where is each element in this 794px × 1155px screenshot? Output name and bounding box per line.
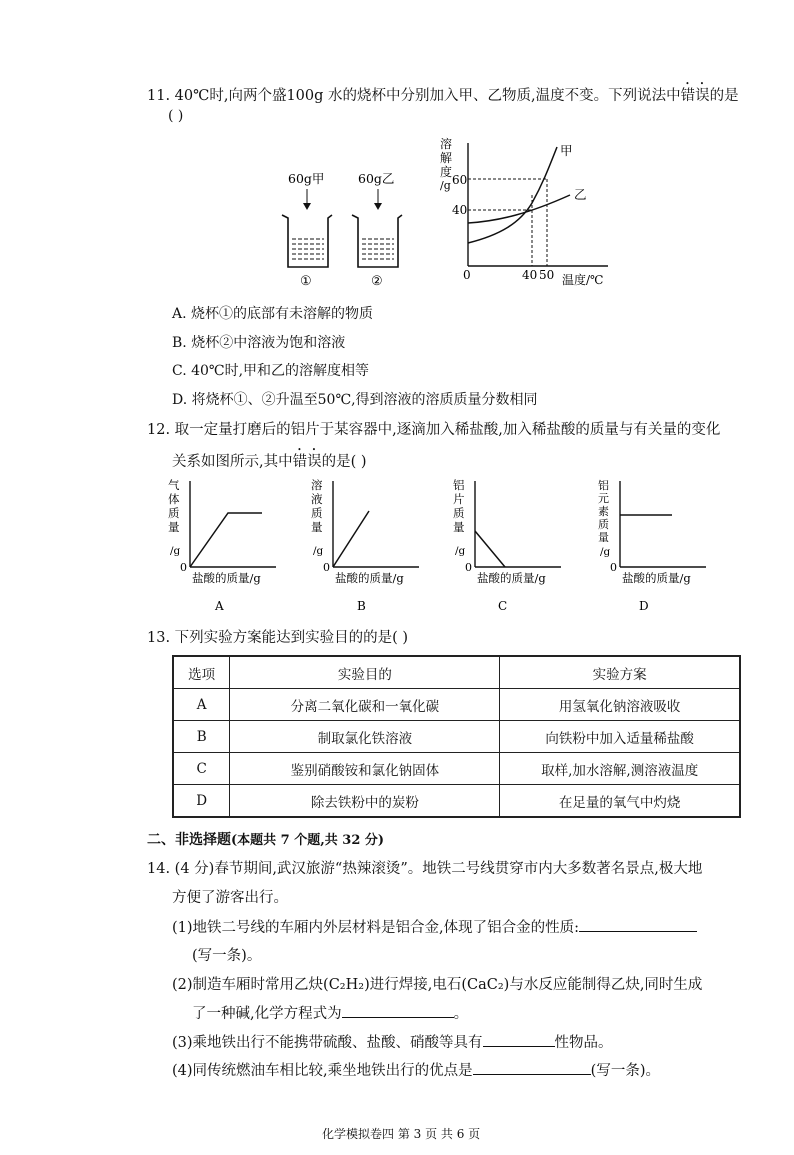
beaker1-number: ①: [300, 274, 312, 289]
q11-stem: 11. 40℃时,向两个盛100g 水的烧杯中分别加入甲、乙物质,温度不变。下列说法中错误的是: [147, 88, 739, 104]
solubility-y-unit: /g: [440, 179, 451, 192]
answer-blank-2[interactable]: [342, 1003, 454, 1018]
q14-part1: (1)地铁二号线的车厢内外层材料是铝合金,体现了铝合金的性质:: [172, 916, 697, 937]
q11-option-b: B. 烧杯②中溶液为饱和溶液: [172, 335, 346, 351]
answer-blank-3[interactable]: [483, 1032, 555, 1047]
svg-text:解: 解: [440, 151, 453, 165]
svg-text:量: 量: [453, 520, 465, 534]
svg-text:铝: 铝: [598, 479, 609, 492]
svg-text:/g: /g: [600, 546, 611, 558]
formula-cac2: CaC₂: [467, 977, 504, 993]
series-label-yi: 乙: [574, 187, 587, 202]
svg-text:铝: 铝: [453, 478, 465, 492]
table-row: A 分离二氧化碳和一氧化碳 用氢氧化钠溶液吸收: [173, 689, 740, 721]
table-row: D 除去铁粉中的炭粉 在足量的氧气中灼烧: [173, 785, 740, 818]
svg-text:量: 量: [598, 531, 609, 544]
x-tick-40: 40: [522, 268, 538, 282]
beaker2-label: 60g乙: [358, 171, 395, 186]
table-header-row: [173, 656, 740, 689]
q11-beakers-figure: [270, 165, 420, 290]
q14-stem-line2: 方便了游客出行。: [172, 890, 288, 906]
svg-text:液: 液: [311, 492, 323, 506]
q14-part1-suffix: (写一条)。: [192, 948, 262, 964]
q12-stem-line1: 12. 取一定量打磨后的铝片于某容器中,逐滴加入稀盐酸,加入稀盐酸的质量与有关量的变化: [147, 422, 721, 438]
q11-option-d: D. 将烧杯①、②升温至50℃,得到溶液的溶质质量分数相同: [172, 392, 538, 408]
series-label-jia: 甲: [560, 143, 573, 158]
table-row: C 鉴别硝酸铵和氯化钠固体 取样,加水溶解,测溶液温度: [173, 753, 740, 785]
svg-text:盐酸的质量/g: 盐酸的质量/g: [335, 571, 404, 585]
q11-answer-paren: ( ): [168, 108, 184, 124]
svg-text:质: 质: [168, 506, 180, 520]
graph-c-line: [475, 531, 505, 567]
q13-stem: 13. 下列实验方案能达到实验目的的是( ): [147, 630, 409, 646]
svg-text:0: 0: [323, 561, 330, 574]
graph-b-letter: B: [357, 599, 366, 613]
answer-blank-1[interactable]: [579, 917, 697, 932]
answer-blank-4[interactable]: [473, 1060, 591, 1075]
q14-part4: (4)同传统燃油车相比较,乘坐地铁出行的优点是 (写一条)。: [172, 1059, 660, 1080]
q13-experiment-table: [172, 655, 741, 818]
svg-text:盐酸的质量/g: 盐酸的质量/g: [622, 571, 691, 585]
beaker2-number: ②: [371, 274, 383, 289]
formula-c2h2: C₂H₂: [328, 977, 365, 993]
header-purpose: 实验目的: [230, 656, 500, 689]
svg-text:气: 气: [168, 478, 180, 492]
q12-graph-a: [162, 475, 280, 615]
x-axis-label: 温度/℃: [562, 273, 604, 287]
q14-part2-line2: 了一种碱,化学方程式为 。: [192, 1002, 468, 1023]
beaker-2: [352, 215, 402, 267]
svg-text:质: 质: [598, 518, 609, 531]
svg-text:体: 体: [168, 492, 180, 506]
q11-option-a: A. 烧杯①的底部有未溶解的物质: [172, 306, 374, 322]
svg-text:盐酸的质量/g: 盐酸的质量/g: [477, 571, 546, 585]
graph-d-letter: D: [639, 599, 649, 613]
svg-text:/g: /g: [313, 545, 324, 557]
svg-text:溶: 溶: [311, 478, 323, 492]
y-tick-40: 40: [452, 203, 468, 217]
svg-text:度: 度: [440, 165, 453, 179]
svg-text:盐酸的质量/g: 盐酸的质量/g: [192, 571, 261, 585]
graph-c-letter: C: [498, 599, 508, 613]
svg-text:溶: 溶: [440, 137, 453, 151]
svg-text:元: 元: [598, 492, 609, 505]
svg-text:0: 0: [465, 561, 472, 574]
x-tick-50: 50: [539, 268, 555, 282]
section-2-heading: 二、非选择题(本题共 7 个题,共 32 分): [147, 832, 385, 848]
graph-a-letter: A: [215, 599, 224, 613]
y-tick-60: 60: [452, 173, 468, 187]
q14-stem-line1: 14. (4 分)春节期间,武汉旅游“热辣滚烫”。地铁二号线贯穿市内大多数著名景点,极大地: [147, 861, 703, 877]
origin-label: 0: [463, 268, 471, 282]
q12-graph-d: [592, 475, 710, 615]
curve-jia: [468, 147, 557, 243]
table-row: B 制取氯化铁溶液 向铁粉中加入适量稀盐酸: [173, 721, 740, 753]
header-option: 选项: [173, 656, 230, 689]
svg-text:量: 量: [311, 520, 323, 534]
svg-text:片: 片: [453, 492, 465, 506]
beaker-1: [282, 215, 332, 267]
graph-a-line: [190, 513, 262, 567]
graph-b-line: [333, 511, 369, 567]
svg-text:质: 质: [311, 506, 323, 520]
svg-text:/g: /g: [455, 545, 466, 557]
q12-stem-line2: 关系如图所示,其中错误的是( ): [172, 454, 367, 470]
q12-graph-b: [305, 475, 423, 615]
q14-part2: (2)制造车厢时常用乙炔(C₂H₂)进行焊接,电石(CaC₂)与水反应能制得乙炔,同时生成: [172, 977, 703, 993]
page-footer: 化学模拟卷四 第 3 页 共 6 页: [322, 1127, 481, 1141]
svg-text:质: 质: [453, 506, 465, 520]
q14-part3: (3)乘地铁出行不能携带硫酸、盐酸、硝酸等具有 性物品。: [172, 1031, 613, 1052]
svg-text:/g: /g: [170, 545, 181, 557]
svg-text:0: 0: [180, 561, 187, 574]
q11-solubility-graph: [430, 135, 620, 290]
svg-text:素: 素: [598, 505, 609, 518]
svg-text:量: 量: [168, 520, 180, 534]
q11-option-c: C. 40℃时,甲和乙的溶解度相等: [172, 363, 370, 379]
header-plan: 实验方案: [500, 656, 740, 689]
svg-text:0: 0: [610, 561, 617, 574]
q12-graph-c: [447, 475, 565, 615]
beaker1-label: 60g甲: [288, 171, 325, 186]
